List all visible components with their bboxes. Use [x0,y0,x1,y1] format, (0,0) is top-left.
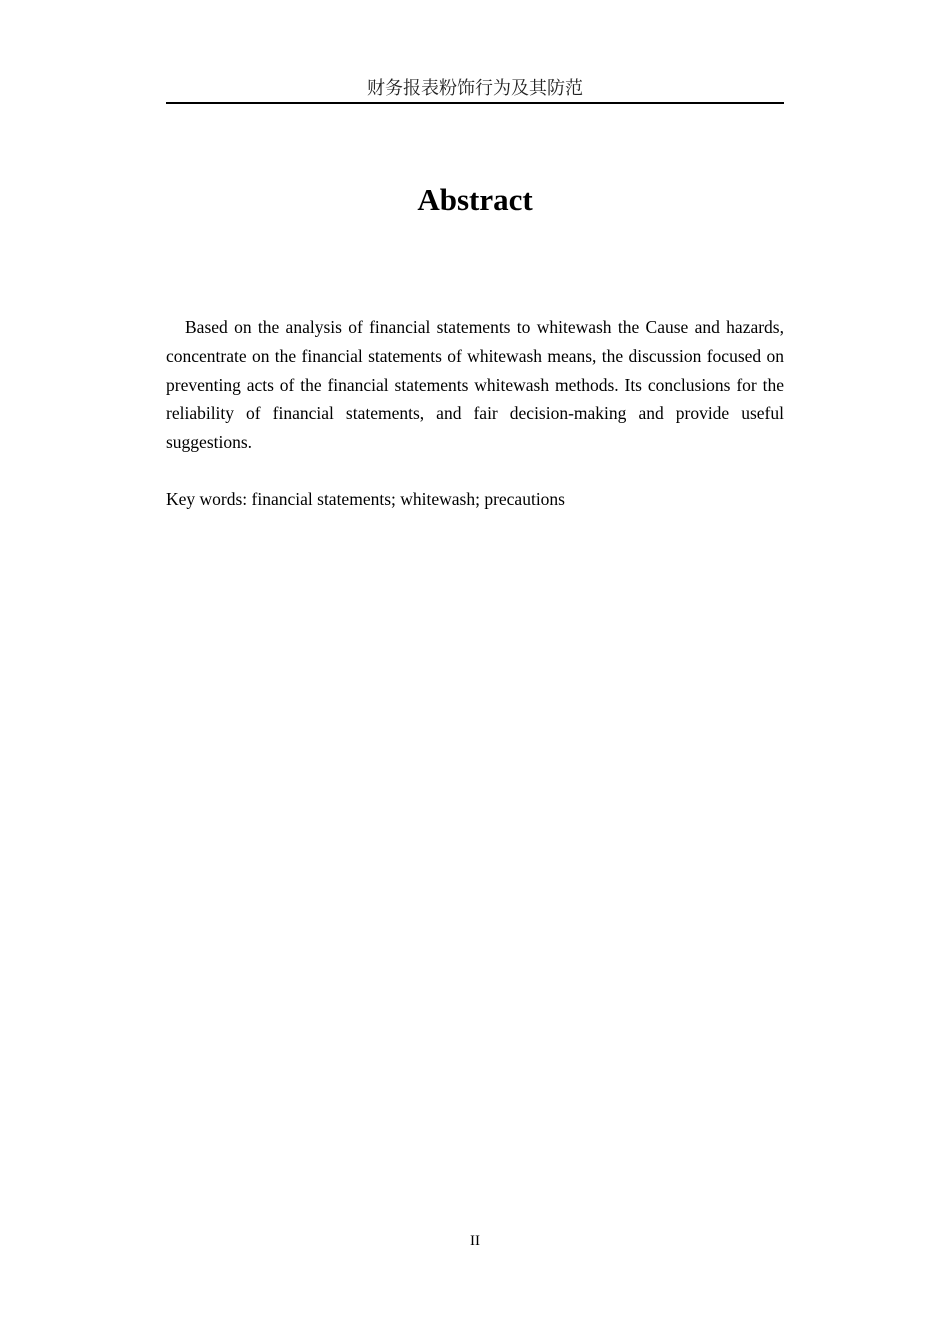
page-number: II [470,1233,480,1249]
abstract-body: Based on the analysis of financial statements to whitewash the Cause and hazards, concentrate on the financial statements of whitewash means, the discussion focused on preventing acts of the financial statements whitewash methods. Its conclusions for the reliability of financial statements, and fair decision-making and provide useful suggestions. [166,317,784,453]
keywords-line: Key words: financial statements; whitewash; precautions [166,489,565,509]
running-header-title: 财务报表粉饰行为及其防范 [367,78,583,99]
running-header [166,78,784,104]
abstract-heading: Abstract [417,182,533,217]
